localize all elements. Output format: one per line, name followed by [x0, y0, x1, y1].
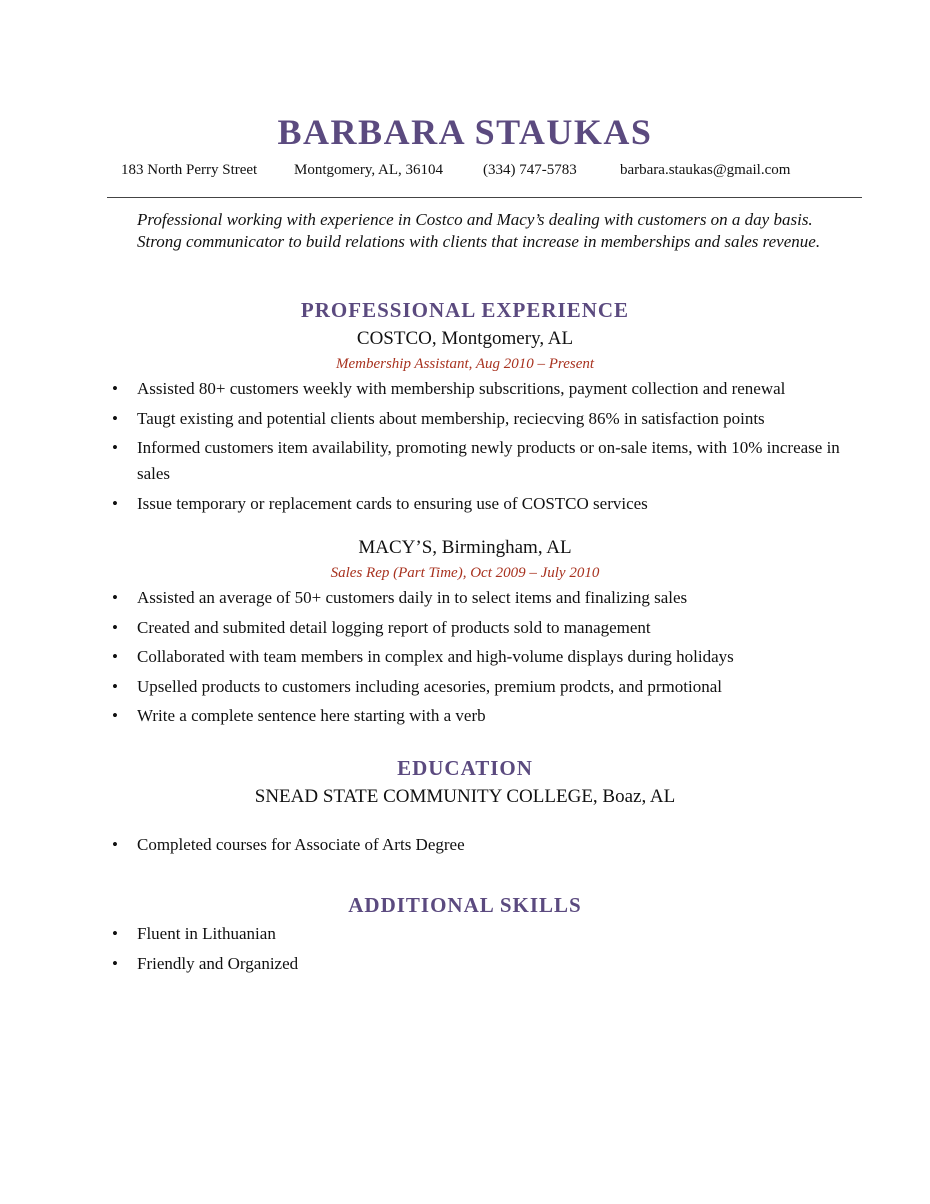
bullet-icon: •: [112, 493, 118, 513]
macys-bullets: [112, 585, 847, 733]
bullet-icon: •: [112, 588, 118, 607]
bullet-text: Completed courses for Associate of Arts Degree: [137, 835, 465, 854]
bullet-text: Friendly and Organized: [137, 953, 299, 973]
bullet-icon: •: [112, 706, 118, 726]
bullet-text: Issue temporary or replacement cards to ensuring use of COSTCO services: [137, 493, 648, 513]
bullet-icon: •: [112, 408, 118, 428]
bullet-icon: •: [112, 647, 118, 667]
phone: (334) 747-5783: [483, 162, 577, 178]
list-item: [112, 921, 847, 947]
candidate-name: BARBARA STAUKAS: [277, 112, 653, 152]
bullet-text: Taugt existing and potential clients about membership, reciecving 86% in satisfaction points: [137, 408, 765, 428]
list-item: [112, 644, 847, 670]
experience-heading: PROFESSIONAL EXPERIENCE: [300, 298, 630, 322]
list-item: [112, 585, 847, 611]
bullet-icon: •: [112, 676, 118, 696]
skills-bullets: [112, 921, 847, 980]
bullet-text: Write a complete sentence here starting with a verb: [137, 706, 486, 726]
school-name: SNEAD STATE COMMUNITY COLLEGE, Boaz, AL: [254, 786, 676, 807]
bullet-text: Informed customers item availability, promoting newly products or on-sale items, with 10% increase in sales: [137, 438, 840, 484]
list-item: [112, 615, 847, 641]
list-item: [112, 491, 847, 517]
bullet-icon: •: [112, 953, 118, 973]
summary: Professional working with experience in Costco and Macy’s dealing with customers on a day basis. Strong communicator to build relations with clients that increase in memberships and sales revenue.: [137, 210, 821, 251]
employer-macys: MACY’S, Birmingham, AL: [358, 537, 572, 558]
list-item: [112, 406, 847, 432]
city-state-zip: Montgomery, AL, 36104: [294, 162, 444, 178]
education-bullets: [112, 832, 847, 862]
list-item: [112, 951, 847, 977]
bullet-text: Assisted 80+ customers weekly with membership subscritions, payment collection and renewal: [137, 379, 786, 398]
list-item: [112, 376, 847, 402]
role-macys: Sales Rep (Part Time), Oct 2009 – July 2010: [330, 565, 600, 581]
list-item: [112, 832, 847, 858]
bullet-text: Created and submited detail logging report of products sold to management: [137, 617, 651, 637]
bullet-icon: •: [112, 924, 118, 943]
list-item: [112, 435, 847, 487]
employer-costco: COSTCO, Montgomery, AL: [356, 328, 574, 349]
address: 183 North Perry Street: [121, 162, 258, 178]
bullet-icon: •: [112, 379, 118, 398]
bullet-text: Collaborated with team members in complex and high-volume displays during holidays: [137, 647, 734, 667]
bullet-icon: •: [112, 438, 118, 458]
role-costco: Membership Assistant, Aug 2010 – Present: [335, 356, 595, 372]
contact-line: [0, 162, 930, 182]
list-item: [112, 703, 847, 729]
bullet-text: Fluent in Lithuanian: [137, 924, 276, 943]
bullet-text: Assisted an average of 50+ customers daily in to select items and finalizing sales: [137, 588, 688, 607]
bullet-icon: •: [112, 617, 118, 637]
bullet-icon: •: [112, 835, 118, 854]
email[interactable]: barbara.staukas@gmail.com: [620, 162, 791, 178]
header-divider: [107, 197, 862, 198]
list-item: [112, 674, 847, 700]
costco-bullets: [112, 376, 847, 520]
skills-heading: ADDITIONAL SKILLS: [348, 893, 582, 917]
education-heading: EDUCATION: [397, 756, 533, 780]
bullet-text: Upselled products to customers including acesories, premium prodcts, and prmotional: [137, 676, 722, 696]
